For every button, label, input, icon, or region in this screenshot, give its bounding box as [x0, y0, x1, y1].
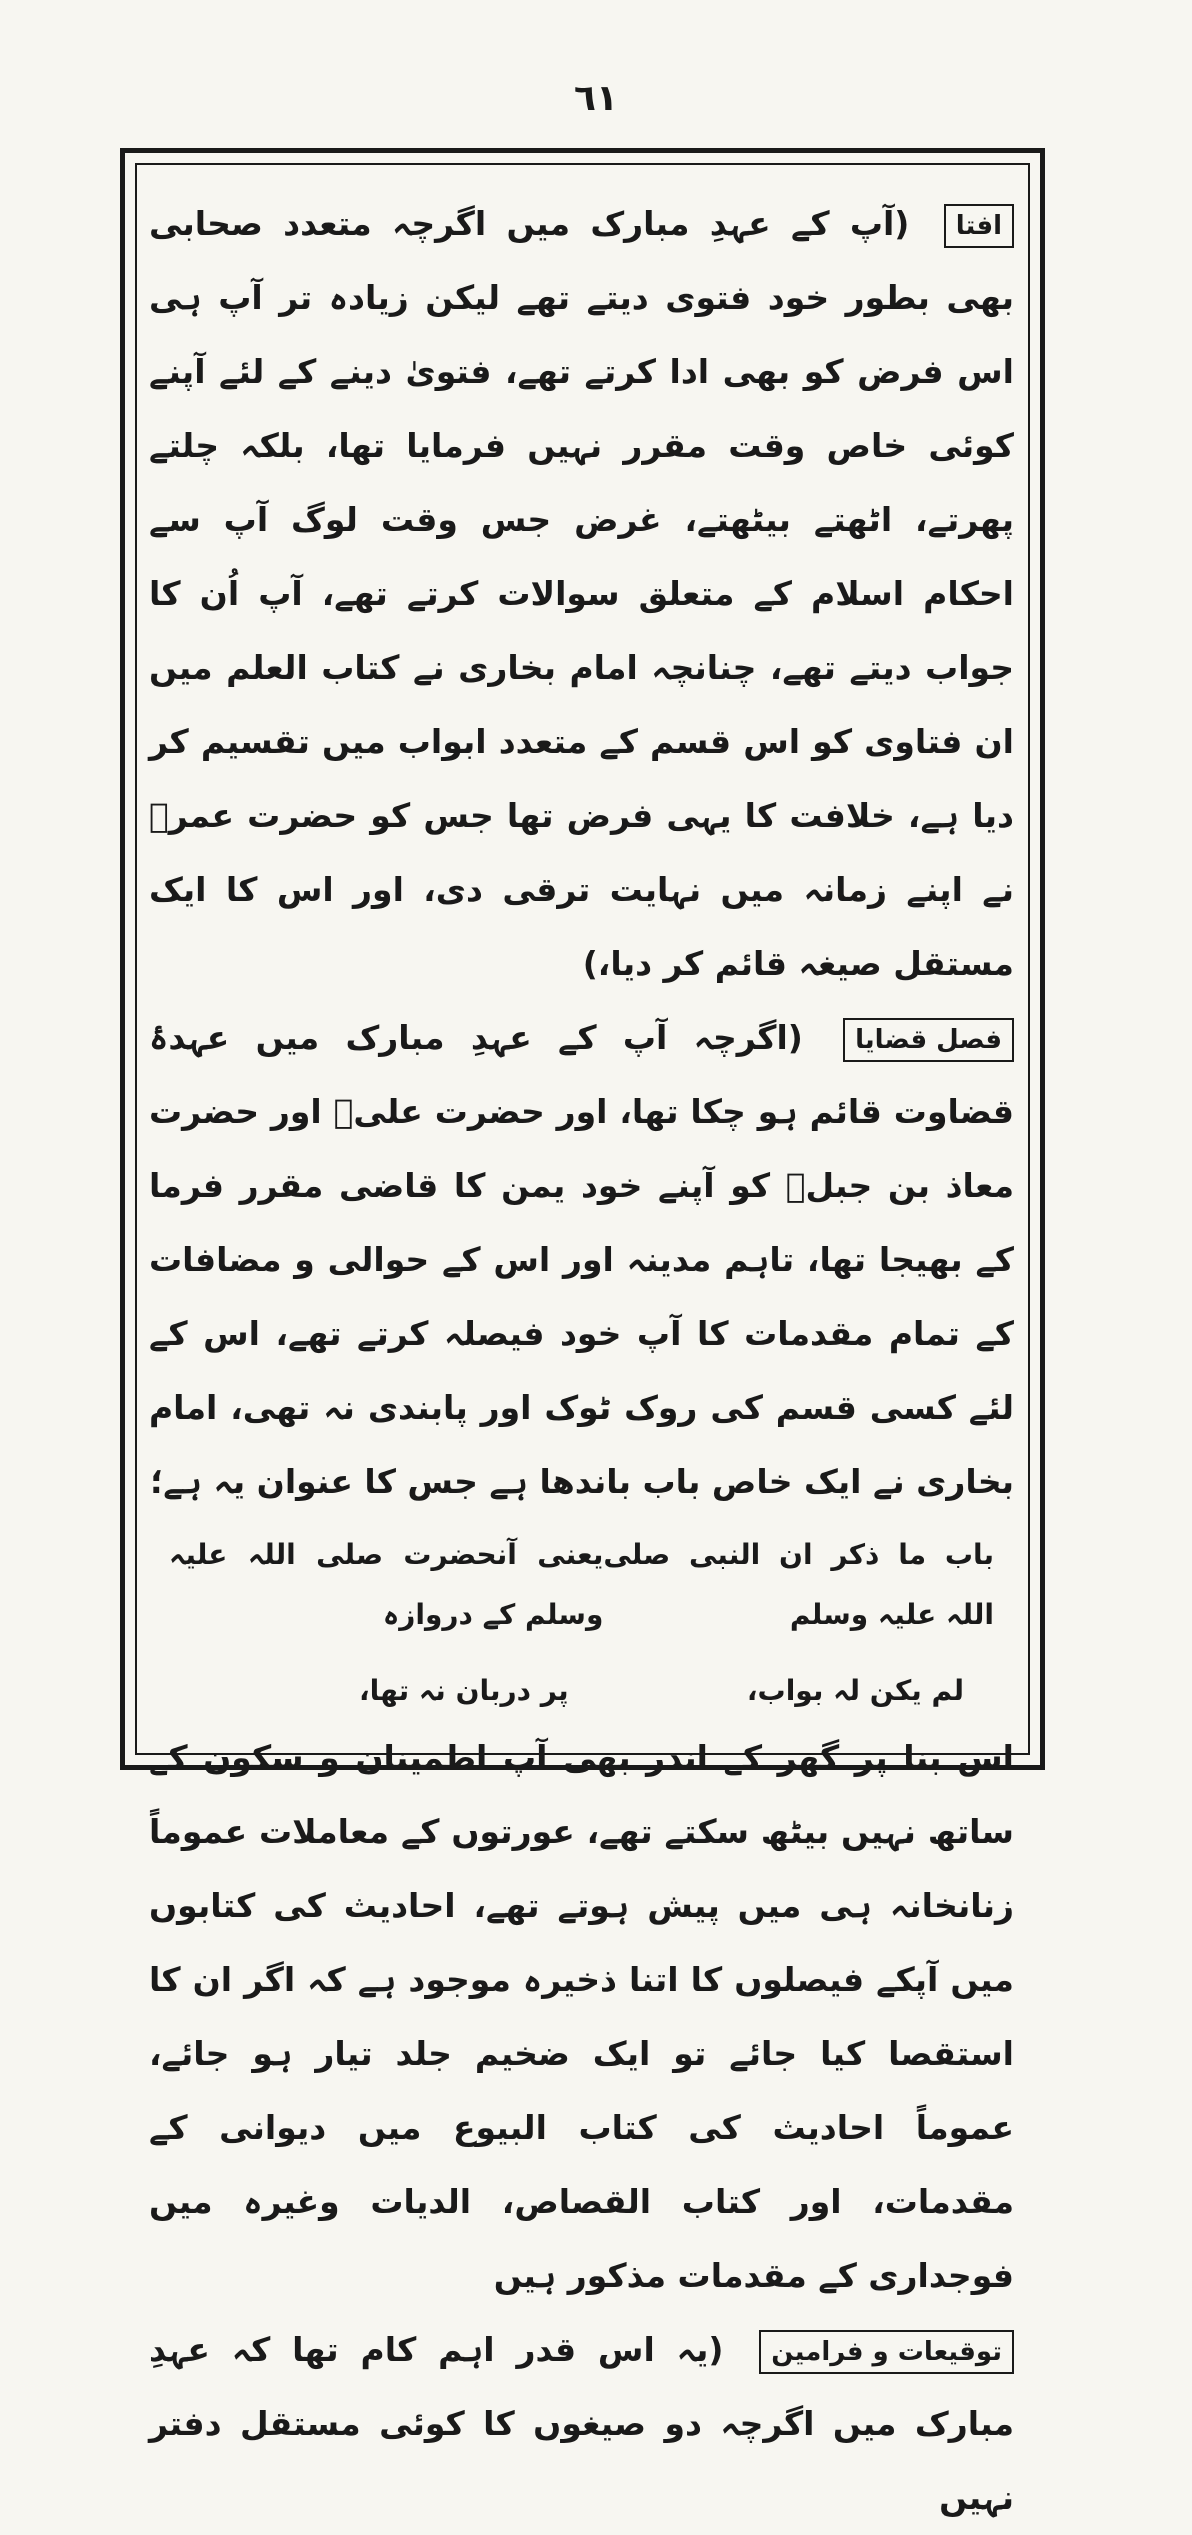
text-line: ذخیرہ موجود ہے کہ اگر ان کا استقصا کیا جائے تو ایک ضخیم جلد تیار ہو جائے، عموماً احادیث کی کتاب: [149, 1960, 1014, 2147]
text-line: اس بنا پر گھر کے اندر بھی آپ اطمینان و سکون کے ساتھ نہیں بیٹھ سکتے تھے، عورتوں کے: [149, 1738, 1015, 1851]
paragraph-tauqiat: [149, 2313, 1014, 2535]
paragraph-qaza: [149, 1001, 1014, 1519]
text-line: معاملات عموماً زنانخانہ ہی میں پیش ہوتے تھے، احادیث کی کتابوں میں آپکے فیصلوں کا اتنا: [149, 1812, 1014, 1999]
text-line: تھا، بلکہ چلتے پھرتے، اٹھتے بیٹھتے، غرض جس وقت لوگ آپ سے احکام اسلام کے متعلق سوالات: [149, 426, 1014, 613]
quote-arabic: باب ما ذکر ان النبی صلی اللہ علیہ وسلم: [603, 1538, 994, 1631]
text-line: اس کے حوالی و مضافات کے تمام مقدمات کا آپ خود فیصلہ کرتے تھے، اس کے لئے کسی قسم کی: [149, 1240, 1014, 1427]
quote-row-2: [169, 1661, 994, 1721]
text-line: نے اپنے زمانہ میں نہایت ترقی دی، اور اس کا ایک مستقل صیغہ قائم کر دیا،): [149, 870, 1014, 983]
margin-heading-qaza: فصل قضایا: [843, 1018, 1014, 1062]
page-border: [120, 148, 1045, 2517]
text-line: (اگرچہ آپ کے عہدِ مبارک میں عہدۂ قضاوت قائم ہو چکا تھا، اور حضرت: [149, 1018, 1014, 1131]
page-number: ٦١: [574, 78, 618, 119]
text-line: اس قسم کے متعدد ابواب میں تقسیم کر دیا ہے، خلافت کا یہی فرض تھا جس کو حضرت عمرؓ: [149, 722, 1014, 835]
quote-row-1: [169, 1525, 994, 1645]
text-line: (آپ کے عہدِ مبارک میں اگرچہ متعدد صحابی بھی بطور خود فتوی دیتے تھے لیکن زیادہ تر آپ: [149, 204, 1014, 317]
text-line: ہی اس فرض کو بھی ادا کرتے تھے، فتویٰ دینے کے لئے آپنے کوئی خاص وقت مقرر نہیں فرمایا: [149, 278, 1014, 465]
margin-heading-tauqiat: توقیعات و فرامین: [759, 2330, 1014, 2374]
quote-urdu: یعنی آنحضرت صلی اللہ علیہ وسلم کے دروازہ: [169, 1538, 604, 1631]
quote-urdu: پر دربان نہ تھا،: [359, 1674, 569, 1707]
text-line: البیوع میں دیوانی کے مقدمات، اور کتاب القصاص، الدیات وغیرہ میں فوجداری کے مقدمات مذکور ہیں: [149, 2108, 1014, 2295]
paragraph-continuation: [149, 1721, 1014, 2313]
text-line: (یہ اس قدر اہم کام تھا کہ عہدِ مبارک میں اگرچہ دو صیغوں کا کوئی مستقل دفتر نہیں: [149, 2330, 1014, 2517]
quote-arabic: لم یکن لہ بواب،: [746, 1674, 964, 1707]
text-line: روک ٹوک اور پابندی نہ تھی، امام بخاری نے ایک خاص باب باندھا ہے جس کا عنوان یہ ہے؛: [149, 1388, 1014, 1501]
margin-heading-ifta: افتا: [944, 204, 1014, 248]
text-line: کرتے تھے، آپ اُن کا جواب دیتے تھے، چنانچہ امام بخاری نے کتاب العلم میں ان فتاوی کو: [149, 574, 1014, 761]
text-line: علیؓ اور حضرت معاذ بن جبلؓ کو آپنے خود یمن کا قاضی مقرر فرما کے بھیجا تھا، تاہم مدینہ اور: [149, 1092, 1014, 1279]
body-text: [149, 187, 1014, 2535]
paragraph-ifta: [149, 187, 1014, 1001]
